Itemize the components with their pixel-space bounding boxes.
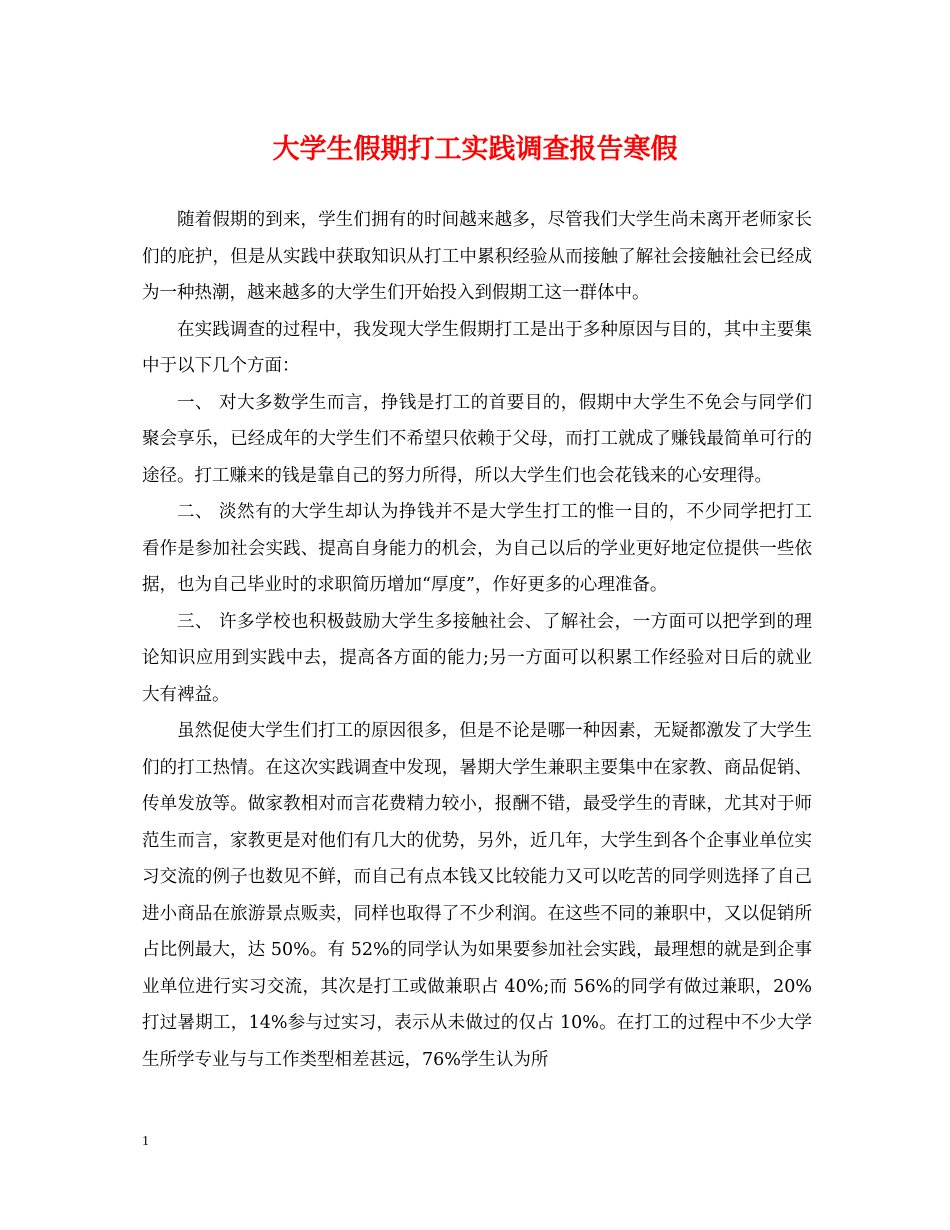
page-number: 1: [142, 1134, 149, 1149]
paragraph-intro: 随着假期的到来，学生们拥有的时间越来越多，尽管我们大学生尚未离开老师家长们的庇护，但是从实践中获取知识从打工中累积经验从而接触了解社会接触社会已经成为一种热潮，越来越多的大学生们开始投入到假期工这一群体中。: [142, 210, 812, 303]
document-title: 大学生假期打工实践调查报告寒假: [272, 134, 678, 165]
paragraph-findings-intro: 在实践调查的过程中，我发现大学生假期打工是出于多种原因与目的，其中主要集中于以下几个方面：: [142, 319, 812, 376]
paragraph-point-two: 二、 淡然有的大学生却认为挣钱并不是大学生打工的惟一目的，不少同学把打工看作是参加社会实践、提高自身能力的机会，为自己以后的学业更好地定位提供一些依据，也为自己毕业时的求职简历增加“厚度”，作好更多的心理准备。: [142, 502, 812, 595]
paragraph-point-three: 三、 许多学校也积极鼓励大学生多接触社会、了解社会，一方面可以把学到的理论知识应用到实践中去，提高各方面的能力;另一方面可以积累工作经验对日后的就业大有裨益。: [142, 611, 812, 705]
paragraph-point-one: 一、 对大多数学生而言，挣钱是打工的首要目的，假期中大学生不免会与同学们聚会享乐，已经成年的大学生们不希望只依赖于父母，而打工就成了赚钱最简单可行的途径。打工赚来的钱是靠自己的努力所得，所以大学生们也会花钱来的心安理得。: [142, 392, 812, 486]
document-body: [142, 202, 812, 1078]
paragraph-survey-results: 虽然促使大学生们打工的原因很多，但是不论是哪一种因素，无疑都激发了大学生们的打工热情。在这次实践调查中发现，暑期大学生兼职主要集中在家教、商品促销、传单发放等。做家教相对而言花费精力较小，报酬不错，最受学生的青睐，尤其对于师范生而言，家教更是对他们有几大的优势，另外，近几年，大学生到各个企事业单位实习交流的例子也数见不鲜，而自己有点本钱又比较能力又可以吃苦的同学则选择了自己进小商品在旅游景点贩卖，同样也取得了不少利润。在这些不同的兼职中，又以促销所占比例最大，达 50%。有 52%的同学认为如果要参加社会实践，最理想的就是到企事业单位进行实习交流，其次是打工或做兼职占 40%;而 56%的同学有做过兼职，20%打过暑期工，14%参与过实习，表示从未做过的仅占 10%。在打工的过程中不少大学生所学专业与与工作类型相差甚远，76%学生认为所: [142, 721, 812, 1070]
